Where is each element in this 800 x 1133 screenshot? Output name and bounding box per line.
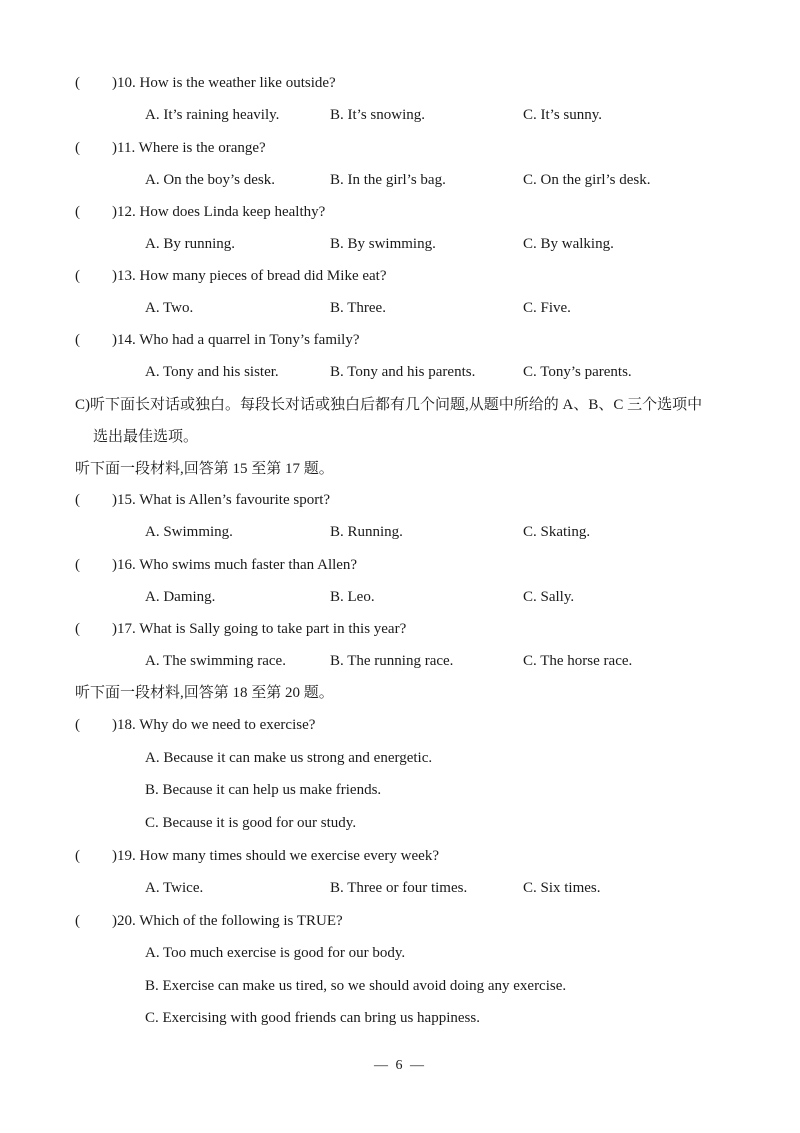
option-a: A. Daming.: [145, 589, 216, 605]
answer-paren: (: [75, 913, 80, 929]
option-c: C. Sally.: [523, 589, 575, 605]
option-a: A. Tony and his sister.: [145, 364, 279, 380]
option-c: C. Six times.: [523, 880, 601, 896]
question-text: )11. Where is the orange?: [112, 140, 266, 156]
option-b: B. The running race.: [330, 653, 454, 669]
option-a: A. Because it can make us strong and energetic.: [145, 750, 433, 766]
option-b: B. Running.: [330, 524, 403, 540]
group-title-18-20: 听下面一段材料,回答第 18 至第 20 题。: [75, 685, 334, 701]
answer-paren: (: [75, 848, 80, 864]
option-b: B. Three.: [330, 300, 386, 316]
question-text: )18. Why do we need to exercise?: [112, 717, 316, 733]
question-text: )15. What is Allen’s favourite sport?: [112, 492, 331, 508]
question-text: )19. How many times should we exercise every week?: [112, 848, 439, 864]
answer-paren: (: [75, 557, 80, 573]
option-c: C. The horse race.: [523, 653, 633, 669]
option-a: A. Twice.: [145, 880, 204, 896]
option-a: A. Too much exercise is good for our body.: [145, 945, 406, 961]
question-text: )17. What is Sally going to take part in this year?: [112, 621, 407, 637]
option-a: A. By running.: [145, 236, 235, 252]
option-c: C. Skating.: [523, 524, 591, 540]
answer-paren: (: [75, 492, 80, 508]
option-c: C. It’s sunny.: [523, 107, 603, 123]
option-c: C. Exercising with good friends can bring us happiness.: [145, 1010, 480, 1026]
question-text: )14. Who had a quarrel in Tony’s family?: [112, 332, 360, 348]
option-c: C. By walking.: [523, 236, 614, 252]
answer-paren: (: [75, 332, 80, 348]
option-a: A. Two.: [145, 300, 194, 316]
option-a: A. It’s raining heavily.: [145, 107, 280, 123]
option-a: A. The swimming race.: [145, 653, 286, 669]
page-number: — 6 —: [374, 1058, 426, 1073]
question-text: )16. Who swims much faster than Allen?: [112, 557, 358, 573]
option-b: B. Three or four times.: [330, 880, 468, 896]
section-c-instructions-cont: 选出最佳选项。: [93, 429, 199, 445]
section-c-instructions: C)听下面长对话或独白。每段长对话或独白后都有几个问题,从题中所给的 A、B、C 三个选项中: [75, 397, 703, 413]
group-title-15-17: 听下面一段材料,回答第 15 至第 17 题。: [75, 461, 334, 477]
answer-paren: (: [75, 75, 80, 91]
option-b: B. It’s snowing.: [330, 107, 426, 123]
option-a: A. Swimming.: [145, 524, 233, 540]
answer-paren: (: [75, 268, 80, 284]
answer-paren: (: [75, 204, 80, 220]
option-c: C. Five.: [523, 300, 571, 316]
question-text: )12. How does Linda keep healthy?: [112, 204, 326, 220]
question-text: )13. How many pieces of bread did Mike eat?: [112, 268, 387, 284]
option-b: B. By swimming.: [330, 236, 436, 252]
answer-paren: (: [75, 717, 80, 733]
answer-paren: (: [75, 621, 80, 637]
option-b: B. Tony and his parents.: [330, 364, 476, 380]
question-text: )10. How is the weather like outside?: [112, 75, 336, 91]
option-b: B. Because it can help us make friends.: [145, 782, 382, 798]
option-a: A. On the boy’s desk.: [145, 172, 275, 188]
option-c: C. Tony’s parents.: [523, 364, 632, 380]
question-text: )20. Which of the following is TRUE?: [112, 913, 343, 929]
answer-paren: (: [75, 140, 80, 156]
option-b: B. Exercise can make us tired, so we should avoid doing any exercise.: [145, 978, 567, 994]
option-b: B. Leo.: [330, 589, 375, 605]
option-b: B. In the girl’s bag.: [330, 172, 446, 188]
option-c: C. On the girl’s desk.: [523, 172, 651, 188]
option-c: C. Because it is good for our study.: [145, 815, 357, 831]
